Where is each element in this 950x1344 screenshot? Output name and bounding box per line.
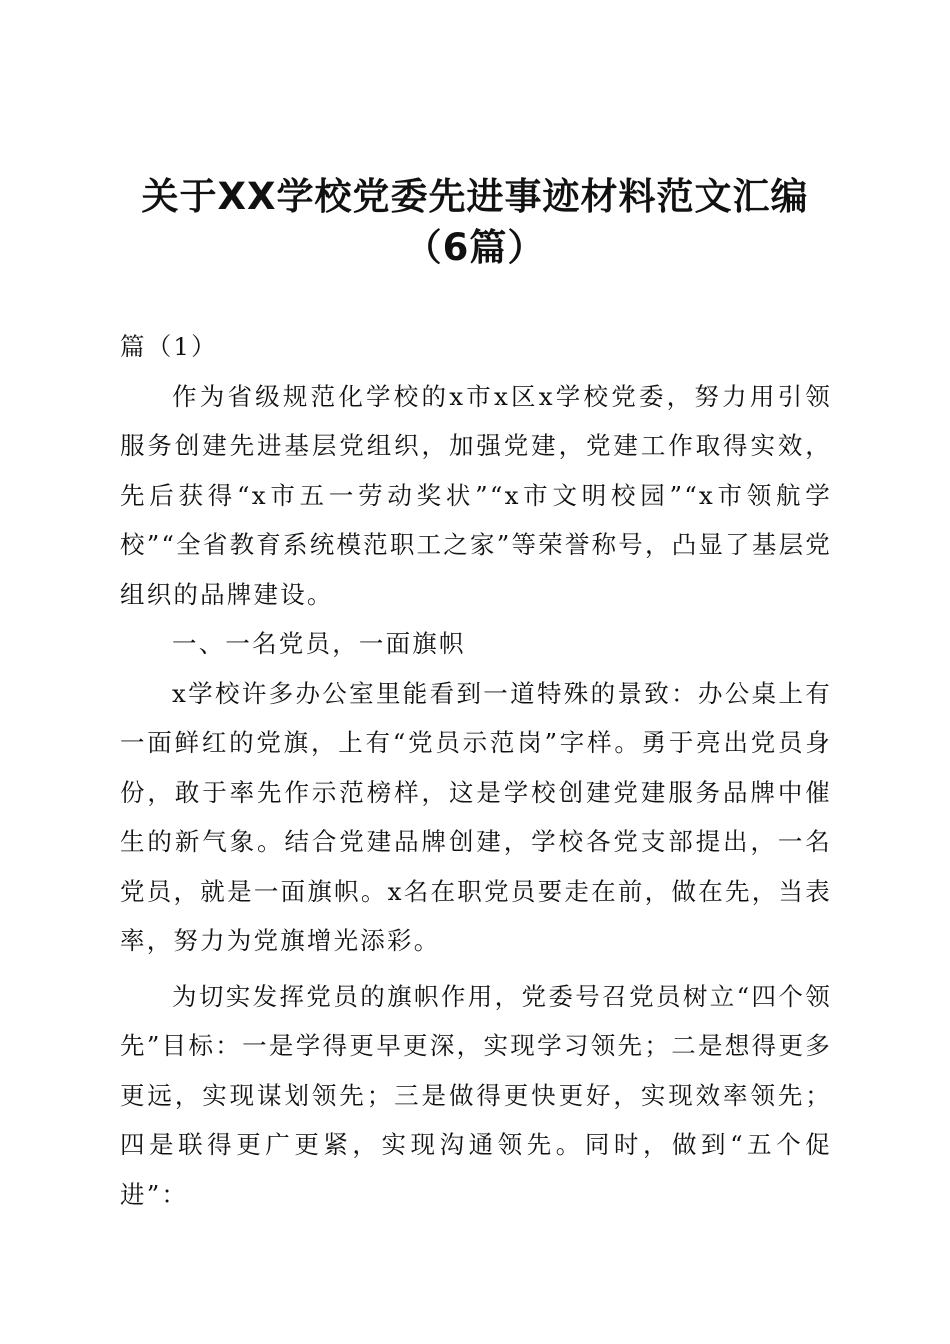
document-subtitle: （6篇） (404, 226, 546, 269)
paragraph-four-leads: 为切实发挥党员的旗帜作用，党委号召党员树立“四个领先”目标：一是学得更早更深，实现学习领先；二是想得更多更远，实现谋划领先；三是做得更快更好，实现效率领先；四是联得更广更紧，实现沟通领先。同时，做到“五个促进”： (120, 981, 832, 1209)
section-heading: 一、一名党员，一面旗帜 (172, 629, 466, 658)
document-title: 关于XX学校党委先进事迹材料范文汇编 (141, 175, 809, 218)
paragraph-flag: x学校许多办公室里能看到一道特殊的景致：办公桌上有一面鲜红的党旗，上有“党员示范岗”字样。勇于亮出党员身份，敢于率先作示范榜样，这是学校创建党建服务品牌中催生的新气象。结合党建品牌创建，学校各党支部提出，一名党员，就是一面旗帜。x名在职党员要走在前，做在先，当表率，努力为党旗增光添彩。 (120, 678, 832, 955)
paragraph-intro: 作为省级规范化学校的x市x区x学校党委，努力用引领服务创建先进基层党组织，加强党建，党建工作取得实效，先后获得“x市五一劳动奖状”“x市文明校园”“x市领航学校”“全省教育系统模范职工之家”等荣誉称号，凸显了基层党组织的品牌建设。 (120, 381, 832, 609)
section-label: 篇（1） (120, 332, 218, 361)
document-body (120, 322, 832, 1219)
